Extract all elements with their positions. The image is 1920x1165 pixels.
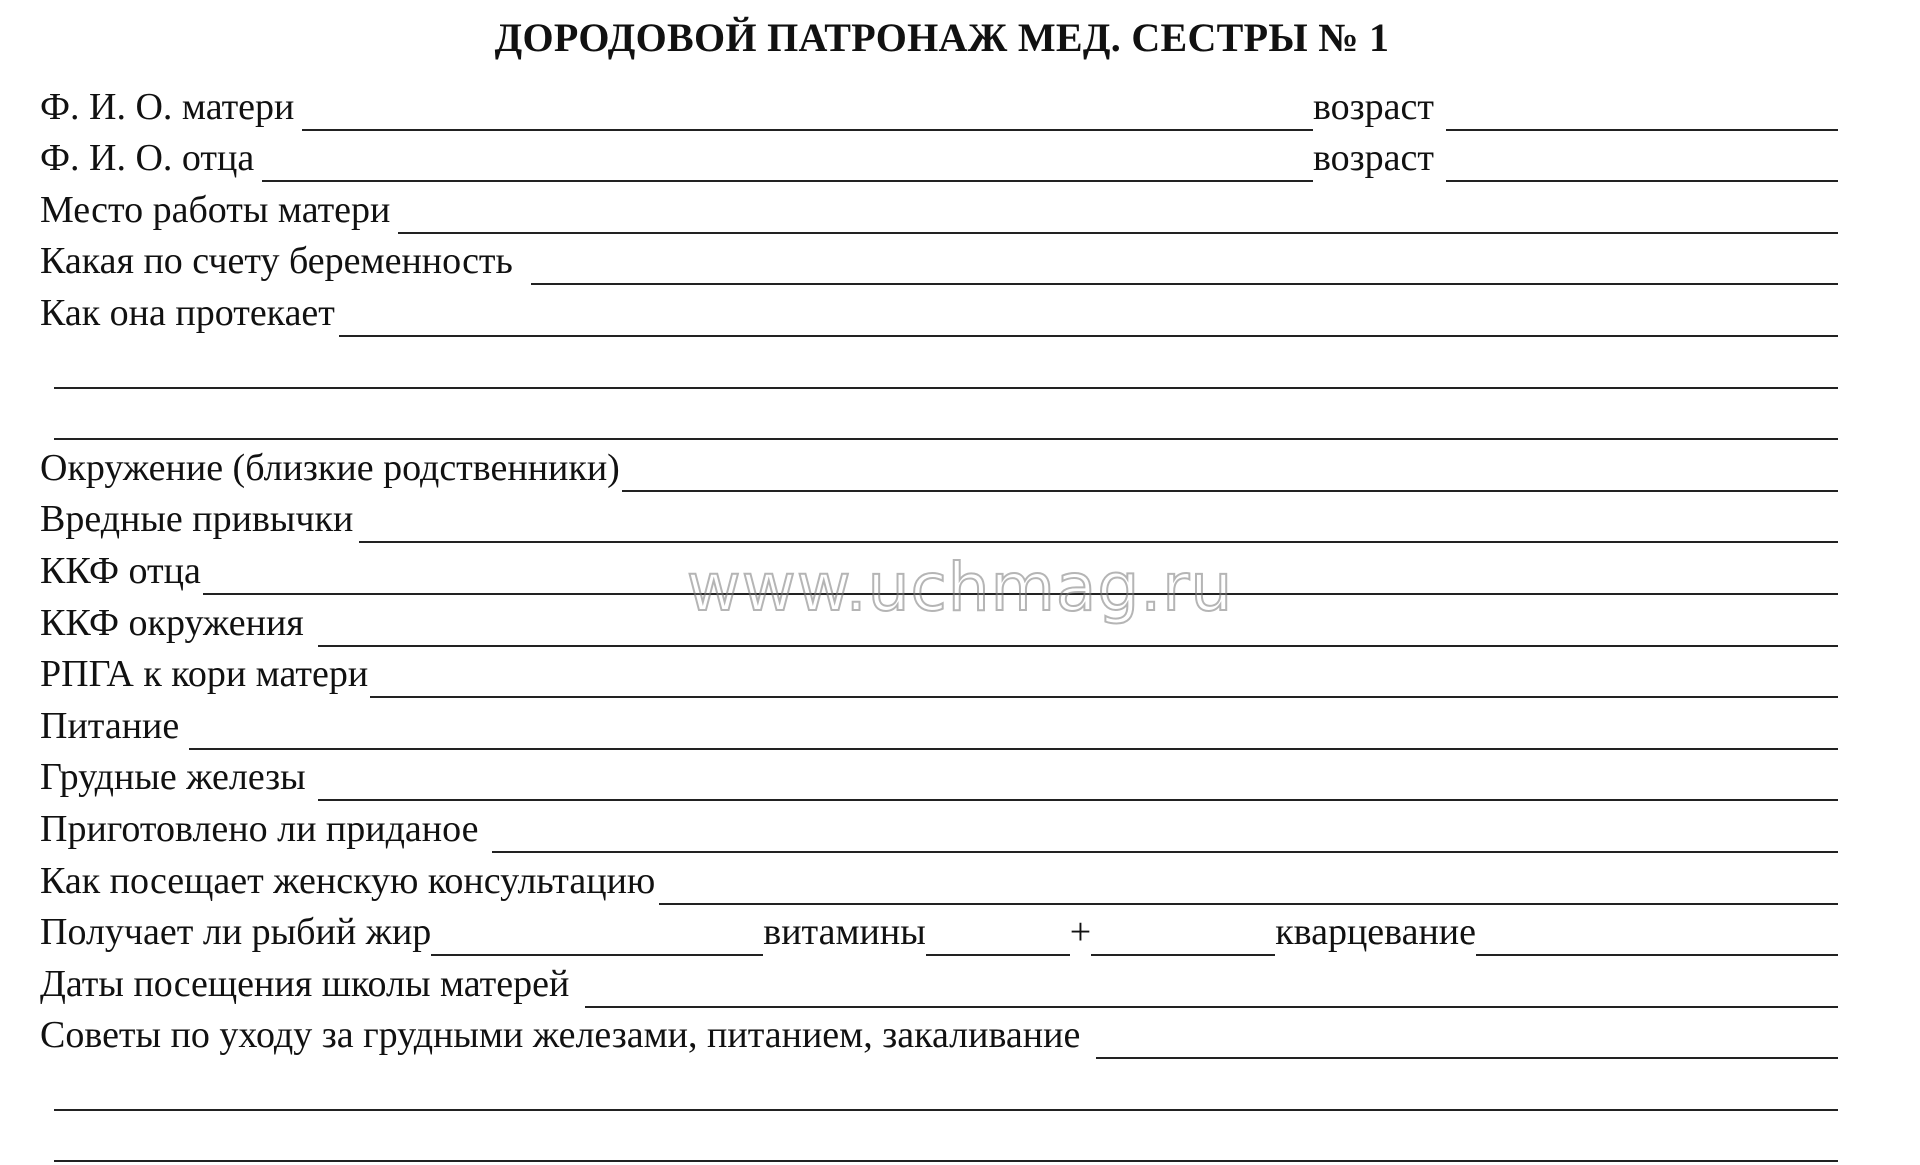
- mother-age-label: возраст: [1312, 85, 1434, 128]
- vitamins-extra-field[interactable]: [1091, 954, 1275, 956]
- row-kkf-father: [40, 546, 1838, 598]
- patronage-form: [40, 82, 1838, 1165]
- row-bad-habits: [40, 495, 1838, 547]
- advice-label: Советы по уходу за грудными железами, питанием, закаливание: [40, 1014, 1081, 1057]
- pregnancy-number-label: Какая по счету беременность: [40, 240, 513, 283]
- fish-oil-field[interactable]: [431, 954, 763, 956]
- row-breasts: [40, 753, 1838, 805]
- surroundings-field[interactable]: [622, 490, 1838, 492]
- row-father-name: [40, 134, 1838, 186]
- pregnancy-number-field[interactable]: [531, 283, 1838, 285]
- pregnancy-course-field[interactable]: [339, 335, 1838, 337]
- kkf-surroundings-field[interactable]: [318, 645, 1838, 647]
- row-pregnancy-course: [40, 288, 1838, 340]
- row-school-dates: [40, 959, 1838, 1011]
- row-mother-work: [40, 185, 1838, 237]
- father-age-label: возраст: [1312, 137, 1434, 180]
- row-consultation: [40, 856, 1838, 908]
- row-mother-name: [40, 82, 1838, 134]
- rpga-measles-field[interactable]: [370, 696, 1838, 698]
- father-name-label: Ф. И. О. отца: [40, 137, 255, 180]
- bad-habits-label: Вредные привычки: [40, 498, 354, 541]
- kkf-father-label: ККФ отца: [40, 549, 201, 592]
- row-kkf-surroundings: [40, 598, 1838, 650]
- row-nutrition: [40, 701, 1838, 753]
- bad-habits-field[interactable]: [359, 541, 1838, 543]
- mother-name-field[interactable]: [302, 129, 1313, 131]
- breasts-field[interactable]: [318, 799, 1838, 801]
- quartz-field[interactable]: [1476, 954, 1838, 956]
- row-dowry: [40, 804, 1838, 856]
- mother-work-field[interactable]: [398, 232, 1838, 234]
- row-advice-extra-2: [40, 1114, 1838, 1165]
- breasts-label: Грудные железы: [40, 756, 306, 799]
- page-title: ДОРОДОВОЙ ПАТРОНАЖ МЕД. СЕСТРЫ № 1: [494, 15, 1390, 60]
- pregnancy-course-extra-line[interactable]: [54, 438, 1838, 440]
- mother-age-field[interactable]: [1446, 129, 1838, 131]
- rpga-measles-label: РПГА к кори матери: [40, 653, 369, 696]
- advice-field[interactable]: [1096, 1057, 1838, 1059]
- quartz-label: кварцевание: [1275, 911, 1477, 954]
- row-supplements: [40, 908, 1838, 960]
- row-pregnancy-course-extra-2: [40, 392, 1838, 444]
- kkf-father-field[interactable]: [203, 593, 1838, 595]
- pregnancy-course-label: Как она протекает: [40, 291, 335, 334]
- mother-name-label: Ф. И. О. матери: [40, 85, 295, 128]
- mother-work-label: Место работы матери: [40, 188, 391, 231]
- watermark: www.uchmag.ru: [686, 549, 1234, 626]
- kkf-surroundings-label: ККФ окружения: [40, 601, 304, 644]
- nutrition-label: Питание: [40, 704, 180, 747]
- school-dates-field[interactable]: [585, 1006, 1838, 1008]
- consultation-field[interactable]: [659, 903, 1838, 905]
- consultation-label: Как посещает женскую консультацию: [40, 859, 656, 902]
- dowry-label: Приготовлено ли приданое: [40, 807, 479, 850]
- nutrition-field[interactable]: [189, 748, 1838, 750]
- fish-oil-label: Получает ли рыбий жир: [40, 911, 432, 954]
- vitamins-field[interactable]: [926, 954, 1070, 956]
- row-surroundings: [40, 443, 1838, 495]
- row-advice: [40, 1011, 1838, 1063]
- school-dates-label: Даты посещения школы матерей: [40, 962, 570, 1005]
- row-rpga-measles: [40, 650, 1838, 702]
- advice-extra-line[interactable]: [54, 1109, 1838, 1111]
- plus-sign: +: [1069, 911, 1092, 954]
- dowry-field[interactable]: [492, 851, 1838, 853]
- pregnancy-course-extra-line[interactable]: [54, 387, 1838, 389]
- vitamins-label: витамины: [763, 911, 926, 954]
- surroundings-label: Окружение (близкие родственники): [40, 446, 620, 489]
- row-pregnancy-course-extra-1: [40, 340, 1838, 392]
- father-age-field[interactable]: [1446, 180, 1838, 182]
- row-advice-extra-1: [40, 1062, 1838, 1114]
- row-pregnancy-number: [40, 237, 1838, 289]
- father-name-field[interactable]: [262, 180, 1313, 182]
